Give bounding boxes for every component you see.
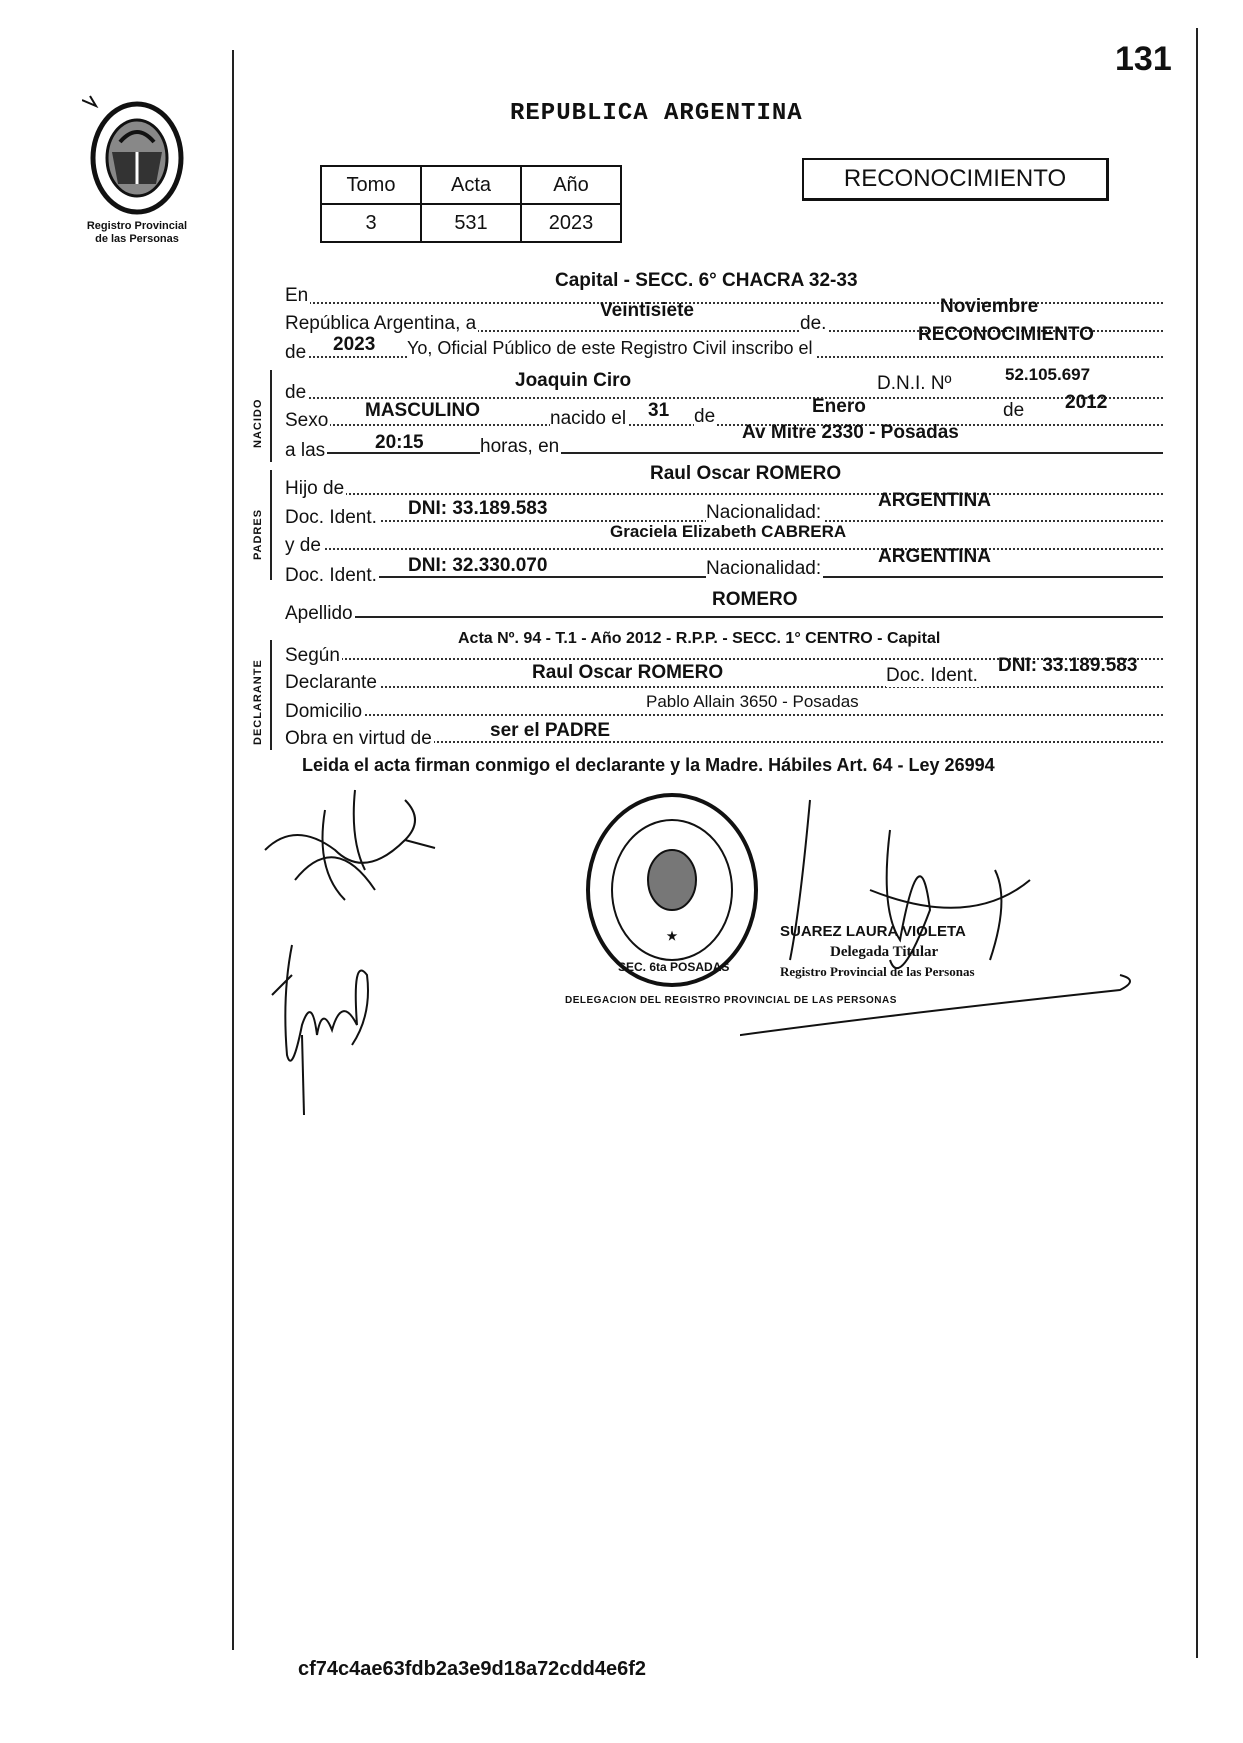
label-doc-ident: Doc. Ident.	[285, 507, 377, 528]
provincial-seal-logo	[82, 92, 192, 218]
seal-caption-line2: de las Personas	[95, 233, 179, 245]
value-nac-mes: Enero	[812, 396, 866, 417]
value-lugar: Capital - SECC. 6° CHACRA 32-33	[555, 270, 858, 291]
header-tomo: Tomo	[321, 166, 421, 204]
side-label-nacido: NACIDO	[252, 398, 264, 448]
value-inscribe: RECONOCIMIENTO	[918, 324, 1094, 345]
act-type-box: RECONOCIMIENTO	[802, 158, 1109, 201]
officer-org: Registro Provincial de las Personas	[780, 964, 975, 979]
label-nacionalidad2: Nacionalidad:	[706, 558, 822, 579]
closing-statement: Leida el acta firman conmigo el declarante y la Madre. Hábiles Art. 64 - Ley 26994	[302, 755, 995, 775]
label-de2: de	[285, 342, 307, 363]
label-doc-ident3: Doc. Ident.	[886, 665, 978, 686]
value-apellido: ROMERO	[712, 589, 798, 610]
line-madre	[285, 548, 1163, 550]
side-label-declarante: DECLARANTE	[252, 659, 264, 745]
line-apellido	[285, 616, 1163, 618]
value-nombre: Joaquin Ciro	[515, 370, 632, 391]
label-sexo: Sexo	[285, 410, 329, 431]
label-nacionalidad: Nacionalidad:	[706, 502, 822, 523]
label-de-day: de	[694, 406, 716, 427]
label-de-name: de	[285, 382, 307, 403]
value-padre-doc: DNI: 33.189.583	[408, 498, 548, 519]
label-de-month: de	[1003, 400, 1025, 421]
label-hijo-de: Hijo de	[285, 478, 345, 499]
header-anio: Año	[521, 166, 621, 204]
value-nac-anio: 2012	[1065, 392, 1108, 413]
value-segun: Acta Nº. 94 - T.1 - Año 2012 - R.P.P. - SECC. 1° CENTRO - Capital	[458, 630, 941, 647]
line-padre	[285, 493, 1163, 495]
page-number: 131	[1115, 40, 1172, 78]
label-doc-ident2: Doc. Ident.	[285, 565, 377, 586]
value-declarante-doc: DNI: 33.189.583	[998, 655, 1138, 676]
label-declarante: Declarante	[285, 672, 377, 693]
value-sexo: MASCULINO	[365, 400, 481, 421]
officer-stamp	[780, 922, 975, 982]
officer-name: SUAREZ LAURA VIOLETA	[780, 923, 966, 940]
registry-table-header-row	[321, 166, 621, 204]
line-nombre	[285, 397, 1163, 399]
bracket-padres	[270, 470, 280, 580]
line-domicilio	[285, 714, 1163, 716]
label-obra: Obra en virtud de	[285, 728, 432, 749]
value-lugar-nac: Av Mitre 2330 - Posadas	[742, 422, 959, 443]
value-declarante: Raul Oscar ROMERO	[532, 662, 724, 683]
value-padre: Raul Oscar ROMERO	[650, 463, 842, 484]
bracket-nacido	[270, 370, 280, 462]
value-padre-nac: ARGENTINA	[878, 490, 991, 511]
document-title: REPUBLICA ARGENTINA	[510, 100, 803, 127]
stamp-ring-text: DELEGACION DEL REGISTRO PROVINCIAL DE LAS PERSONAS	[565, 995, 897, 1006]
right-margin-rule	[1196, 28, 1198, 1658]
seal-caption-line1: Registro Provincial	[86, 220, 188, 232]
label-y-de: y de	[285, 535, 321, 556]
value-dni: 52.105.697	[1005, 365, 1091, 384]
svg-text:★: ★	[666, 929, 678, 943]
bracket-declarante	[270, 640, 280, 750]
label-nacido-el: nacido el	[550, 408, 627, 429]
value-anio: 2023	[333, 334, 376, 355]
label-dni: D.N.I. Nº	[877, 373, 952, 394]
seal-caption	[62, 220, 212, 246]
line-sexo	[285, 424, 1163, 426]
label-yo-oficial: Yo, Oficial Público de este Registro Civil inscribo el	[407, 338, 813, 358]
label-segun: Según	[285, 645, 340, 666]
label-horas-en: horas, en	[480, 436, 560, 457]
value-madre-nac: ARGENTINA	[878, 546, 991, 567]
label-a-las: a las	[285, 440, 326, 461]
value-acta: 531	[421, 204, 521, 242]
declarant-signature	[255, 780, 455, 925]
value-madre-doc: DNI: 32.330.070	[408, 555, 548, 576]
value-nac-dia: 31	[648, 400, 670, 421]
side-label-padres: PADRES	[252, 508, 264, 560]
value-mes: Noviembre	[940, 296, 1039, 317]
value-domicilio: Pablo Allain 3650 - Posadas	[646, 692, 859, 711]
line-declarante	[285, 686, 1163, 688]
label-domicilio: Domicilio	[285, 701, 363, 722]
value-tomo: 3	[321, 204, 421, 242]
mother-signature	[262, 935, 402, 1120]
stamp-inner-text: SEC. 6ta POSADAS	[618, 960, 730, 974]
label-de: de.	[800, 313, 827, 334]
left-margin-rule	[232, 50, 234, 1650]
value-hora: 20:15	[375, 432, 424, 453]
registry-table	[320, 165, 622, 243]
label-en: En	[285, 285, 309, 306]
label-republica: República Argentina, a	[285, 313, 477, 334]
officer-role: Delegada Titular	[830, 944, 939, 960]
value-dia: Veintisiete	[600, 300, 694, 321]
value-obra: ser el PADRE	[490, 720, 611, 741]
registry-table-value-row	[321, 204, 621, 242]
document-hash: cf74c4ae63fdb2a3e9d18a72cdd4e6f2	[298, 1658, 647, 1680]
value-madre: Graciela Elizabeth CABRERA	[610, 522, 847, 541]
value-anio: 2023	[521, 204, 621, 242]
header-acta: Acta	[421, 166, 521, 204]
label-apellido: Apellido	[285, 603, 353, 624]
